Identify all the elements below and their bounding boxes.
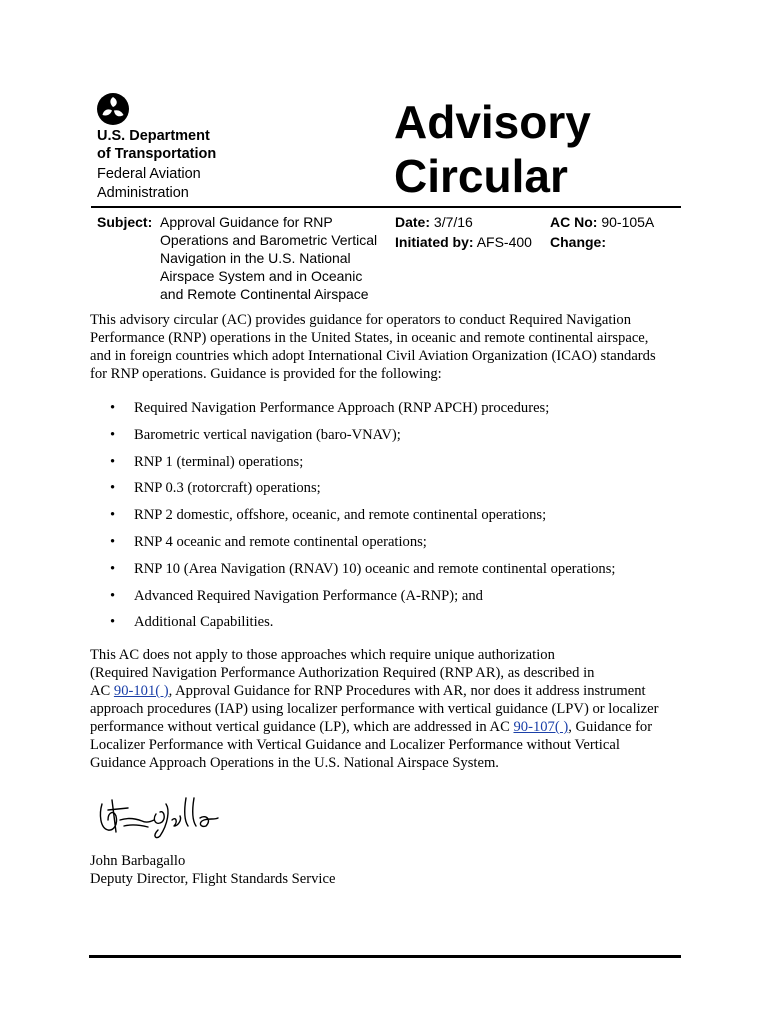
date-value: 3/7/16: [433, 214, 473, 230]
intro-line: for RNP operations. Guidance is provided for the following:: [90, 366, 442, 382]
ac-90-101-link[interactable]: 90-101( ): [113, 683, 169, 699]
header-divider: [91, 206, 681, 208]
list-item-text: RNP 2 domestic, offshore, oceanic, and remote continental operations;: [134, 507, 547, 524]
dot-logo-icon: [96, 92, 130, 126]
subject-line: Approval Guidance for RNP: [160, 214, 333, 230]
subject-line: Airspace System and in Oceanic: [160, 268, 363, 284]
intro-paragraph: [90, 311, 690, 383]
scope-paragraph: [90, 646, 690, 772]
subject-line: Operations and Barometric Vertical: [160, 232, 378, 248]
bullet-icon: •: [110, 453, 116, 470]
dept-line-1: U.S. Department: [97, 128, 210, 144]
scope-text: , Approval Guidance for RNP Procedures with AR, nor does it address instrument: [168, 683, 646, 699]
list-item-text: RNP 0.3 (rotorcraft) operations;: [134, 480, 321, 497]
scope-line: approach procedures (IAP) using localizer performance with vertical guidance (LPV) or localizer: [90, 701, 659, 717]
faa-line-2: Administration: [97, 185, 189, 201]
list-item: [110, 588, 690, 615]
list-item: [110, 614, 690, 641]
bullet-icon: •: [110, 614, 116, 631]
bullet-icon: •: [110, 480, 116, 497]
guidance-list: [110, 400, 690, 641]
list-item-text: RNP 4 oceanic and remote continental operations;: [134, 533, 427, 550]
date-label: Date:: [395, 214, 431, 230]
faa-line-1: Federal Aviation: [97, 166, 201, 182]
initiated-label: Initiated by:: [395, 234, 474, 250]
subject-line: and Remote Continental Airspace: [160, 286, 369, 302]
list-item: [110, 534, 690, 561]
signer-block: [90, 852, 690, 888]
list-item-text: RNP 10 (Area Navigation (RNAV) 10) oceanic and remote continental operations;: [134, 560, 616, 577]
doc-title-line-2: Circular: [394, 150, 568, 202]
list-item-text: Additional Capabilities.: [134, 614, 274, 631]
ac-number-value: 90-105A: [601, 214, 655, 230]
bullet-icon: •: [110, 507, 116, 524]
list-item: [110, 507, 690, 534]
scope-text: performance without vertical guidance (LP), which are addressed in AC: [90, 719, 514, 735]
scope-line: Guidance Approach Operations in the U.S. National Airspace System.: [90, 755, 499, 771]
scope-line: [90, 682, 690, 700]
list-item: [110, 480, 690, 507]
list-item: [110, 427, 690, 454]
scope-line: Localizer Performance with Vertical Guidance and Localizer Performance without Vertical: [90, 737, 620, 753]
bullet-icon: •: [110, 426, 116, 443]
list-item-text: RNP 1 (terminal) operations;: [134, 453, 304, 470]
bullet-icon: •: [110, 533, 116, 550]
scope-text: , Guidance for: [568, 719, 653, 735]
list-item: [110, 400, 690, 427]
list-item-text: Advanced Required Navigation Performance (A-RNP); and: [134, 587, 483, 604]
subject-line: Navigation in the U.S. National: [160, 250, 351, 266]
intro-line: Performance (RNP) operations in the United States, in oceanic and remote continental airspace,: [90, 330, 649, 346]
scope-line: [90, 718, 690, 736]
intro-line: This advisory circular (AC) provides guidance for operators to conduct Required Navigation: [90, 312, 632, 328]
dept-line-2: of Transportation: [97, 146, 217, 162]
date-field: [395, 213, 473, 231]
signer-title: Deputy Director, Flight Standards Service: [90, 871, 336, 887]
list-item: [110, 561, 690, 588]
subject-label: Subject:: [97, 214, 153, 230]
footer-divider: [89, 955, 681, 958]
subject-text: [160, 213, 385, 303]
bullet-icon: •: [110, 587, 116, 604]
ac-number-field: [550, 213, 654, 231]
initiated-field: [395, 233, 532, 251]
change-label: Change:: [550, 234, 606, 250]
bullet-icon: •: [110, 400, 116, 416]
signature-image: [94, 790, 244, 840]
list-item-text: Required Navigation Performance Approach (RNP APCH) procedures;: [134, 400, 550, 416]
scope-line: This AC does not apply to those approaches which require unique authorization: [90, 647, 555, 663]
list-item: [110, 454, 690, 481]
ac-90-107-link[interactable]: 90-107( ): [513, 719, 569, 735]
intro-line: and in foreign countries which adopt International Civil Aviation Organization (ICAO) standards: [90, 348, 656, 364]
scope-line: (Required Navigation Performance Authorization Required (RNP AR), as described in: [90, 665, 595, 681]
doc-title-line-1: Advisory: [394, 96, 591, 148]
bullet-icon: •: [110, 560, 116, 577]
initiated-value: AFS-400: [476, 234, 532, 250]
signer-name: John Barbagallo: [90, 853, 186, 869]
ac-number-label: AC No:: [550, 214, 598, 230]
scope-text: AC: [90, 683, 114, 699]
list-item-text: Barometric vertical navigation (baro-VNAV);: [134, 426, 401, 443]
